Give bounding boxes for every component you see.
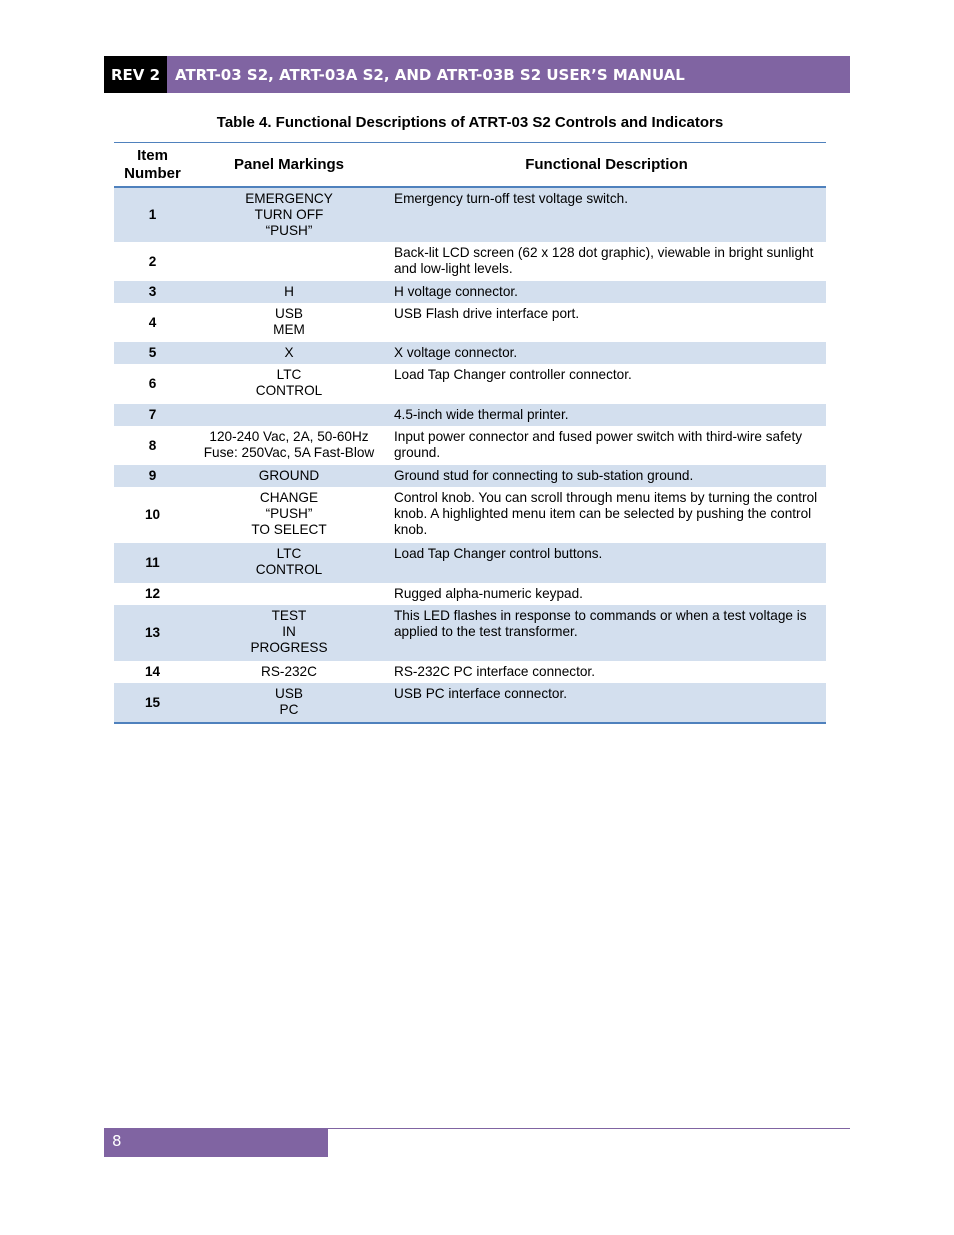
panel-marking-line: EMERGENCY [245, 191, 333, 206]
table-caption: Table 4. Functional Descriptions of ATRT-03 S2 Controls and Indicators [216, 114, 724, 131]
functional-description: X voltage connector. [387, 342, 826, 364]
functional-description: USB Flash drive interface port. [394, 306, 580, 321]
header-item-line2: Number [124, 164, 181, 182]
table-row [114, 661, 826, 683]
table-row [114, 242, 826, 281]
panel-marking-line: MEM [273, 322, 305, 337]
functional-description: This LED flashes in response to commands or when a test voltage is applied to the test transformer. [387, 605, 826, 661]
functional-description: Control knob. You can scroll through menu items by turning the control knob. A highlighted menu item can be selected by pushing the control knob. [394, 490, 818, 537]
table-row [114, 683, 826, 723]
item-number: 6 [148, 376, 157, 391]
item-number: 15 [114, 683, 191, 723]
panel-marking [191, 342, 387, 364]
page-number: 8 [104, 1129, 328, 1157]
functional-description: H voltage connector. [387, 281, 826, 303]
functional-description: Back-lit LCD screen (62 x 128 dot graphic), viewable in bright sunlight and low-light levels. [394, 245, 814, 276]
table-header-row [114, 143, 826, 188]
functional-description: Emergency turn-off test voltage switch. [387, 187, 826, 242]
table-row [114, 465, 826, 487]
panel-marking-line: LTC [276, 546, 302, 561]
panel-marking-line: CONTROL [255, 562, 323, 577]
panel-marking-line: LTC [276, 367, 302, 382]
functional-description: Input power connector and fused power switch with third-wire safety ground. [394, 429, 803, 460]
table-row [114, 426, 826, 465]
panel-marking [191, 543, 387, 583]
revision-label: REV 2 [104, 56, 167, 93]
panel-marking-line: 120-240 Vac, 2A, 50-60Hz [209, 429, 369, 444]
panel-marking [191, 303, 387, 342]
item-number: 2 [148, 253, 157, 269]
table-row [114, 364, 826, 404]
header-item-number [114, 143, 191, 188]
item-number: 5 [114, 342, 191, 364]
panel-marking [191, 242, 387, 281]
panel-marking-line: CONTROL [255, 383, 323, 398]
item-number: 10 [144, 507, 161, 522]
panel-marking [191, 683, 387, 723]
functional-description: 4.5-inch wide thermal printer. [387, 404, 826, 426]
panel-marking [191, 583, 387, 605]
panel-marking-line: Fuse: 250Vac, 5A Fast-Blow [203, 445, 375, 460]
functional-description: RS-232C PC interface connector. [394, 664, 595, 679]
panel-marking [191, 661, 387, 683]
panel-marking [191, 605, 387, 661]
panel-marking-line: “PUSH” [265, 506, 313, 521]
item-number: 8 [148, 437, 157, 453]
item-number: 4 [148, 314, 157, 330]
panel-marking-line: GROUND [258, 468, 320, 483]
table-row [114, 342, 826, 364]
item-number: 1 [114, 187, 191, 242]
item-number: 11 [114, 543, 191, 583]
page-header [104, 56, 850, 93]
item-number: 12 [144, 586, 161, 601]
panel-marking [191, 404, 387, 426]
item-number: 9 [114, 465, 191, 487]
panel-marking [191, 281, 387, 303]
header-panel-markings: Panel Markings [191, 143, 387, 188]
table-row [114, 543, 826, 583]
table-row [114, 404, 826, 426]
panel-marking-line: PC [279, 702, 299, 717]
controls-table [114, 142, 826, 724]
item-number: 14 [144, 664, 161, 679]
header-item-line1: Item [137, 146, 168, 164]
panel-marking-line: TURN OFF [254, 207, 324, 222]
panel-marking-line: RS-232C [261, 664, 317, 679]
item-number: 3 [114, 281, 191, 303]
panel-marking-line: CHANGE [259, 490, 319, 505]
panel-marking [191, 187, 387, 242]
panel-marking [191, 364, 387, 404]
panel-marking-line: TEST [271, 608, 307, 623]
panel-marking [191, 465, 387, 487]
table-row [114, 303, 826, 342]
table-row [114, 487, 826, 543]
panel-marking-line: USB [275, 306, 303, 321]
panel-marking [191, 487, 387, 543]
functional-description: Load Tap Changer control buttons. [387, 543, 826, 583]
table-row [114, 187, 826, 242]
functional-description: USB PC interface connector. [387, 683, 826, 723]
table-row [114, 583, 826, 605]
manual-title: ATRT-03 S2, ATRT-03A S2, AND ATRT-03B S2 USER’S MANUAL [167, 56, 850, 93]
panel-marking-line: H [284, 284, 294, 299]
functional-description: Rugged alpha-numeric keypad. [394, 586, 583, 601]
item-number: 7 [114, 404, 191, 426]
panel-marking [191, 426, 387, 465]
header-functional-description: Functional Description [387, 143, 826, 188]
panel-marking-line: TO SELECT [251, 522, 327, 537]
functional-description: Ground stud for connecting to sub-station ground. [387, 465, 826, 487]
panel-marking-line: USB [275, 686, 303, 701]
functional-description: Load Tap Changer controller connector. [394, 367, 632, 382]
panel-marking-line: PROGRESS [250, 640, 328, 655]
panel-marking-line: “PUSH” [265, 223, 313, 238]
table-row [114, 281, 826, 303]
table-row [114, 605, 826, 661]
item-number: 13 [114, 605, 191, 661]
panel-marking-line: IN [282, 624, 296, 639]
panel-marking-line: X [284, 345, 294, 360]
